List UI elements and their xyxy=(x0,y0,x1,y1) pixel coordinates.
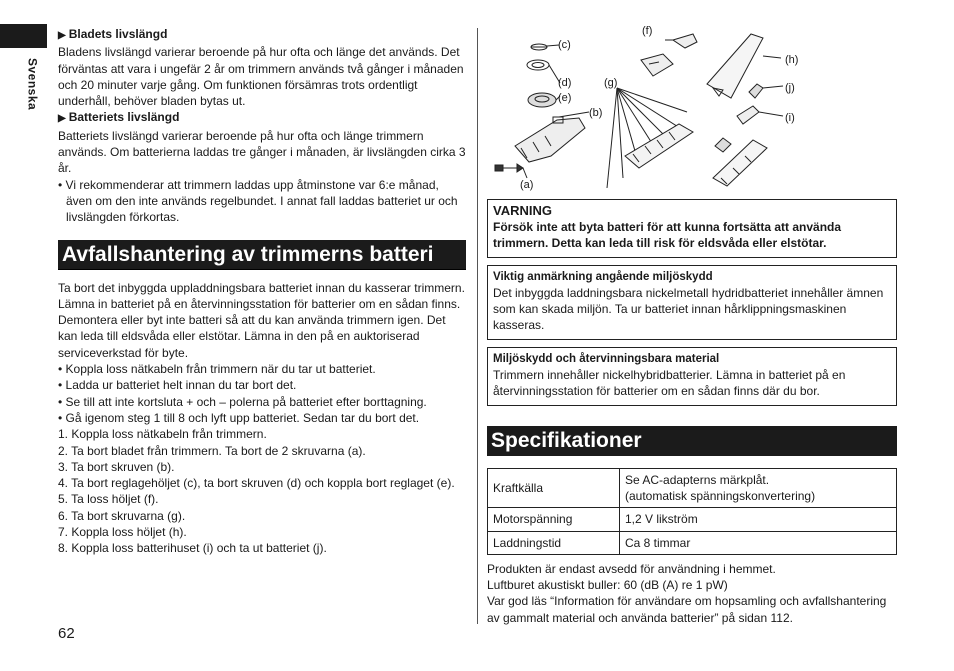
disposal-step: 3. Ta bort skruven (b). xyxy=(58,459,175,474)
battery-life-text: Batteriets livslängd varierar beroende på hur ofta och länge trimmern används. Om batterierna laddas tre gånger i månaden, är livslängden cirka 3 år. xyxy=(58,128,466,176)
figure-label-i: (i) xyxy=(785,112,795,124)
specifications-title: Specifikationer xyxy=(487,426,897,456)
language-label: Svenska xyxy=(25,58,40,111)
spec-value: Ca 8 timmar xyxy=(620,531,897,554)
spec-key: Kraftkälla xyxy=(488,468,620,508)
disposal-bullet-text: Koppla loss nätkabeln från trimmern när du tar ut batteriet. xyxy=(65,362,376,377)
disposal-bullet: • Koppla loss nätkabeln från trimmern när du tar ut batteriet. xyxy=(58,362,376,377)
disposal-bullet: • Gå igenom steg 1 till 8 och lyft upp batteriet. Sedan tar du bort det. xyxy=(58,410,420,425)
spec-note: Produkten är endast avsedd för användning i hemmet. xyxy=(487,561,776,576)
disposal-step: 1. Koppla loss nätkabeln från trimmern. xyxy=(58,427,267,442)
battery-life-heading xyxy=(58,109,466,127)
disposal-step-text: Ta loss höljet (f). xyxy=(71,492,159,507)
top-cover-part xyxy=(673,34,697,48)
disposal-intro: Ta bort det inbyggda uppladdningsbara batteriet innan du kasserar trimmern. Lämna in batteriet på en återvinningsstation för batterier om en sådan finns. Demontera eller byt inte batteri så att du kan använda trimmern igen. Det kan leda till eldsvåda eller elstötar. Lämna in den på en auktoriserad serviceverkstad för byte. xyxy=(58,280,465,360)
disposal-step-text: Ta bort bladet från trimmern. Ta bort de 2 skruvarna (a). xyxy=(71,443,366,458)
disposal-section-title: Avfallshantering av trimmerns batteri xyxy=(58,240,466,270)
spec-key: Laddningstid xyxy=(488,531,620,554)
environment-note-text: Det inbyggda laddningsbara nickelmetall hydridbatteriet innehåller ämnen som kan skada miljön. Ta ur batteriet innan hårklippningsmaskinen kasseras. xyxy=(493,285,884,333)
screw-ring-part xyxy=(527,60,549,70)
spec-value xyxy=(620,468,897,508)
disposal-bullet-text: Gå igenom steg 1 till 8 och lyft upp batteriet. Sedan tar du bort det. xyxy=(65,410,420,425)
blade-life-heading xyxy=(58,26,466,44)
disposal-step: 2. Ta bort bladet från trimmern. Ta bort de 2 skruvarna (a). xyxy=(58,443,366,458)
disposal-step-text: Koppla loss höljet (h). xyxy=(71,525,187,540)
disposal-step-text: Ta bort reglagehöljet (c), ta bort skruven (d) och koppla bort reglaget (e). xyxy=(71,476,455,491)
spec-value: 1,2 V likström xyxy=(620,508,897,531)
figure-label-e: (e) xyxy=(558,92,572,104)
figure-label-a: (a) xyxy=(520,179,534,191)
environment-note-box xyxy=(487,265,897,340)
recycling-text: Trimmern innehåller nickelhybridbatterier. Lämna in batteriet på en återvinningsstation för batterier om en sådan finns där du bor. xyxy=(493,368,846,399)
figure-label-j: (j) xyxy=(785,82,795,94)
figure-label-g: (g) xyxy=(604,77,618,89)
figure-label-d: (d) xyxy=(558,77,572,89)
battery-life-heading-text: Batteriets livslängd xyxy=(68,110,180,125)
disposal-step-text: Ta bort skruvarna (g). xyxy=(71,508,186,523)
spec-value-line: (automatisk spänningskonvertering) xyxy=(625,488,816,503)
spec-note: Luftburet akustiskt buller: 60 (dB (A) re 1 pW) xyxy=(487,578,728,593)
spec-note: Var god läs “Information för användare om hopsamling och avfallshantering av gammalt material och använda batterier” på sidan 112. xyxy=(487,594,887,625)
table-row xyxy=(488,508,897,531)
recycling-box xyxy=(487,347,897,406)
battery-part xyxy=(749,84,763,98)
warning-text: Försök inte att byta batteri för att kunna fortsätta att använda trimmern. Detta kan leda till risk för eldsvåda eller elstötar. xyxy=(493,220,842,251)
column-divider xyxy=(477,28,478,624)
disposal-step-text: Ta bort skruven (b). xyxy=(71,459,175,474)
spec-notes xyxy=(487,561,897,626)
disposal-step-text: Koppla loss nätkabeln från trimmern. xyxy=(71,427,267,442)
figure-label-b: (b) xyxy=(589,107,603,119)
disassembly-drawing xyxy=(487,28,897,194)
recycling-title: Miljöskydd och återvinningsbara material xyxy=(493,352,720,365)
environment-note-title: Viktig anmärkning angående miljöskydd xyxy=(493,270,713,283)
disposal-step: 4. Ta bort reglagehöljet (c), ta bort skruven (d) och koppla bort reglaget (e). xyxy=(58,476,455,491)
open-housing-part xyxy=(641,54,673,76)
disposal-step: 6. Ta bort skruvarna (g). xyxy=(58,508,186,523)
language-tab-marker xyxy=(0,24,47,48)
disposal-bullet: • Se till att inte kortsluta + och – polerna på batteriet efter borttagning. xyxy=(58,394,427,409)
table-row xyxy=(488,468,897,508)
battery-life-bullet: • Vi rekommenderar att trimmern laddas upp åtminstone var 6:e månad, även om den inte används regelbundet. I annat fall laddas batteriet ur och livslängden förkortas. xyxy=(58,177,458,225)
triangle-arrow-icon: ▶ xyxy=(58,113,66,125)
disposal-step: 8. Koppla loss batterihuset (i) och ta ut batteriet (j). xyxy=(58,541,327,556)
right-column xyxy=(487,25,897,626)
disposal-bullet: • Ladda ur batteriet helt innan du tar bort det. xyxy=(58,378,297,393)
page-number: 62 xyxy=(58,625,75,642)
warning-box xyxy=(487,199,897,258)
blade-life-heading-text: Bladets livslängd xyxy=(68,27,168,41)
battery-case-part xyxy=(737,106,759,124)
blade-life-text: Bladens livslängd varierar beroende på hur ofta och länge det används. Det förväntas att vara i ungefär 2 år om trimmern används två gånger i månaden och 20 minuter varje gång. Om funktionen försämras trots ordentligt underhåll, behöver bladen bytas ut. xyxy=(58,45,464,109)
left-column xyxy=(58,26,466,557)
disposal-bullet-text: Se till att inte kortsluta + och – polerna på batteriet efter borttagning. xyxy=(65,394,427,409)
spec-value-line: Se AC-adapterns märkplåt. xyxy=(625,472,770,487)
triangle-arrow-icon: ▶ xyxy=(58,30,66,41)
disassembly-illustration xyxy=(487,25,897,194)
disposal-step: 7. Koppla loss höljet (h). xyxy=(58,525,187,540)
warning-title: VARNING xyxy=(493,203,552,218)
figure-label-f: (f) xyxy=(642,25,653,37)
battery-life-bullet-text: Vi rekommenderar att trimmern laddas upp åtminstone var 6:e månad, även om den inte används regelbundet. I annat fall laddas batteriet ur och livslängden förkortas. xyxy=(65,177,458,225)
disposal-step-text: Koppla loss batterihuset (i) och ta ut batteriet (j). xyxy=(71,541,327,556)
spec-key: Motorspänning xyxy=(488,508,620,531)
specifications-table xyxy=(487,468,897,555)
table-row xyxy=(488,531,897,554)
disposal-bullet-text: Ladda ur batteriet helt innan du tar bort det. xyxy=(65,378,297,393)
figure-label-h: (h) xyxy=(785,54,799,66)
figure-label-c: (c) xyxy=(558,39,571,51)
disposal-step: 5. Ta loss höljet (f). xyxy=(58,492,159,507)
lever-wheel-part xyxy=(528,93,556,107)
